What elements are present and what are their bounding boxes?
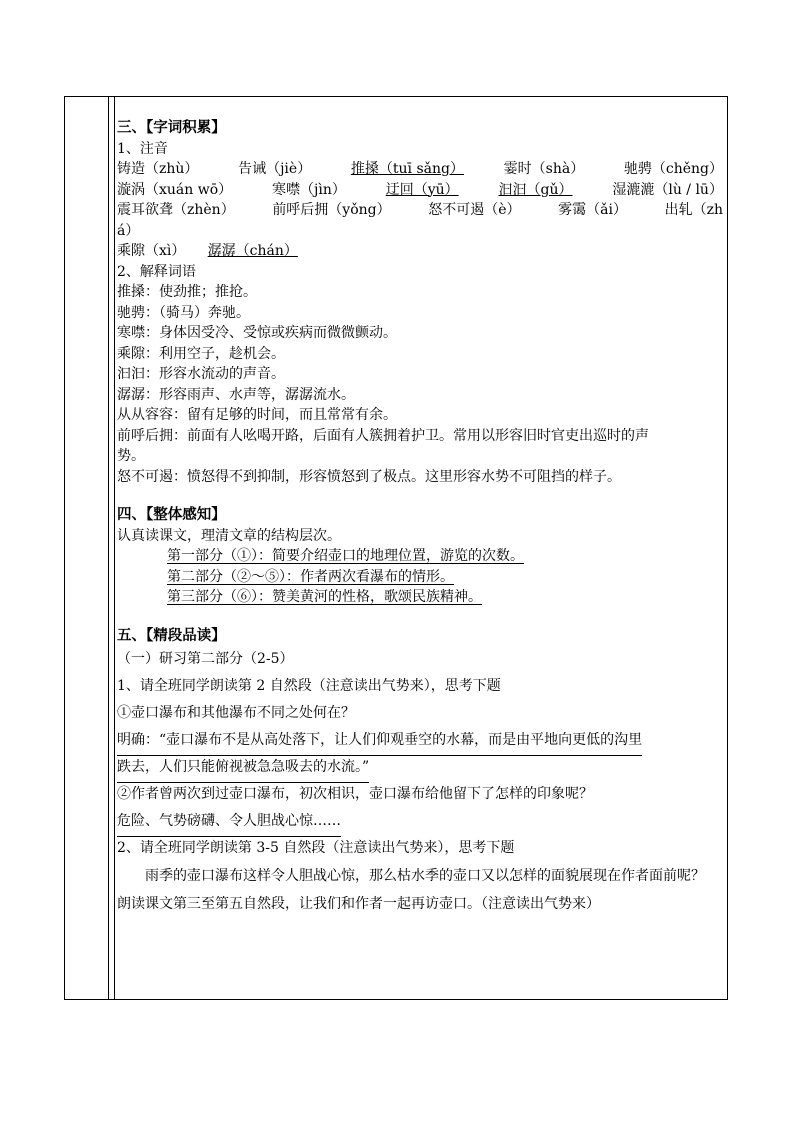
- pinyin-item: 潺潺（chán）: [207, 243, 298, 259]
- pinyin-item: 驰骋（chěng）: [623, 161, 723, 177]
- pinyin-item: 前呼后拥（yǒng）: [272, 202, 391, 218]
- definition-long: 前呼后拥：前面有人吆喝开路，后面有人簇拥着护卫。常用以形容旧时官吏出巡时的声: [117, 427, 649, 444]
- question-1b: ②作者曾两次到过壶口瀑布，初次相识，壶口瀑布给他留下了怎样的印象呢？: [117, 786, 593, 802]
- pinyin-item: 出轧（zh: [664, 202, 723, 218]
- section3-title: 三、【字词积累】: [117, 119, 226, 136]
- table-column-narrow: [109, 97, 115, 999]
- pinyin-item: 漩涡（xuán wō）: [117, 181, 233, 198]
- definition-long-cont: 势。: [117, 448, 145, 464]
- structure-part-text: 第二部分（②～⑤）：作者两次看瀑布的情形。: [167, 568, 454, 585]
- definition: 汩汩：形容水流动的声音。: [117, 366, 285, 382]
- paragraph-text: 雨季的壶口瀑布这样令人胆战心惊，那么枯水季的壶口又以怎样的面貌展现在作者面前呢？ 朗读课文第三至第五自然段，让我们和作者一起再访壶口。（注意读出气势来）: [117, 868, 705, 912]
- section5-title: 五、【精段品读】: [117, 626, 226, 644]
- question-2: 2、请全班同学朗读第 3-5 自然段（注意读出气势来），思考下题: [117, 840, 515, 856]
- pinyin-item: 震耳欲聋（zhèn）: [117, 202, 235, 218]
- pinyin-item: 怒不可遏（è）: [428, 202, 521, 218]
- pinyin-item: 铸造（zhù）: [117, 161, 199, 177]
- table-column-left: [65, 97, 109, 999]
- pinyin-item: 霎时（shà）: [503, 161, 585, 177]
- section5-sub: （一）研习第二部分（2-5）: [117, 651, 294, 667]
- definition: 潺潺：形容雨声、水声等，潺潺流水。: [117, 386, 355, 403]
- pinyin-item: 乘隙（xì）: [117, 243, 186, 259]
- section3-sub2: 2、解释词语: [117, 263, 196, 280]
- pinyin-row-1: [117, 159, 723, 180]
- answer-1a-line1: [117, 727, 723, 754]
- answer-1a-line2: [117, 754, 723, 781]
- answer-1b: [117, 808, 723, 835]
- definition: 推搡：使劲推；推抢。: [117, 284, 257, 300]
- section3-sub1: 1、注音: [117, 140, 168, 157]
- structure-part: [117, 567, 723, 588]
- structure-part: [117, 546, 723, 567]
- section4-title: 四、【整体感知】: [117, 506, 226, 523]
- pinyin-item: 雾霭（ǎi）: [558, 202, 627, 218]
- answer-text: 明确：“壶口瀑布不是从高处落下，让人们仰观垂空的水幕，而是由平地向更低的沟里: [117, 727, 642, 756]
- answer-text: 危险、气势磅礴、令人胆战心惊……: [117, 808, 341, 837]
- structure-part: [117, 587, 723, 608]
- pinyin-item: 寒噤（jìn）: [272, 181, 346, 198]
- document-content: [117, 118, 723, 918]
- pinyin-row-3-cont: á）: [117, 222, 140, 239]
- section4-intro: 认真读课文，理清文章的结构层次。: [117, 527, 341, 544]
- question-1: 1、请全班同学朗读第 2 自然段（注意读出气势来），思考下题: [117, 678, 501, 694]
- pinyin-item: 告诫（jiè）: [238, 161, 312, 177]
- definition: 驰骋：（骑马）奔驰。: [117, 304, 250, 321]
- definition: 从从容容：留有足够的时间，而且常常有余。: [117, 407, 397, 423]
- definition: 寒噤：身体因受冷、受惊或疾病而微微颤动。: [117, 325, 397, 341]
- pinyin-item: 汩汩（gǔ）: [498, 181, 573, 198]
- structure-part-text: 第一部分（①）：简要介绍壶口的地理位置，游览的次数。: [167, 548, 524, 564]
- pinyin-item: 推搡（tuī sǎng）: [350, 161, 464, 177]
- definition: 乘隙：利用空子，趁机会。: [117, 345, 285, 362]
- answer-text: 跌去，人们只能俯视被急急吸去的水流。”: [117, 754, 369, 783]
- question-1a: ①壶口瀑布和其他瀑布不同之处何在？: [117, 705, 355, 721]
- pinyin-row-4: [117, 241, 723, 262]
- structure-part-text: 第三部分（⑥）：赞美黄河的性格，歌颂民族精神。: [167, 589, 482, 605]
- pinyin-item: 迂回（yū）: [385, 181, 459, 198]
- pinyin-row-2: [117, 180, 723, 201]
- definition: 怒不可遏：愤怒得不到抑制，形容愤怒到了极点。这里形容水势不可阻挡的样子。: [117, 468, 621, 485]
- pinyin-item: 湿漉漉（lù / lū）: [612, 181, 723, 198]
- pinyin-row-3: [117, 200, 723, 221]
